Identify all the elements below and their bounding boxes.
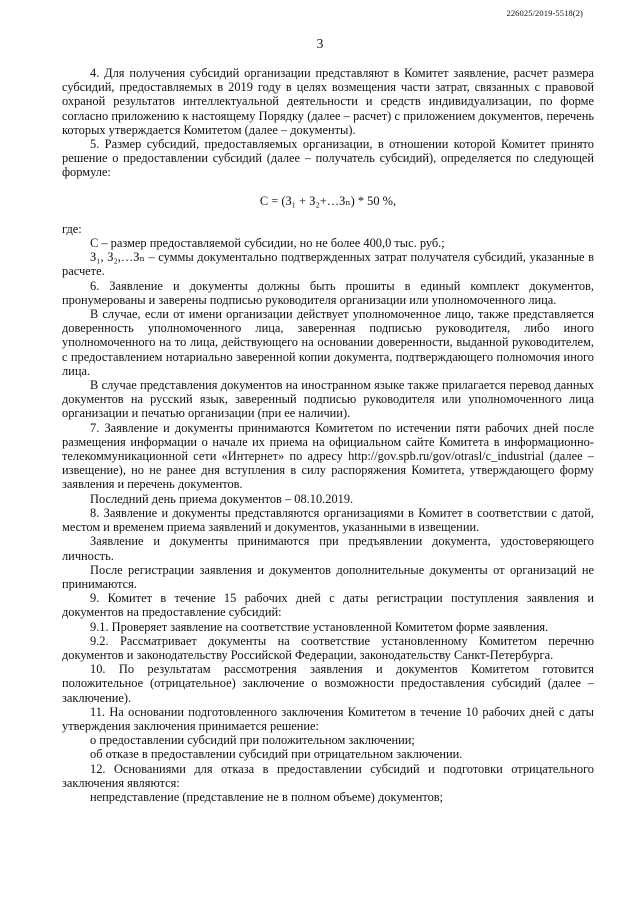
paragraph: В случае представления документов на иностранном языке также прилагается перевод данных документов на русский язык, заверенный подписью руководителя или уполномоченного лица организации и печатью организации (при ее наличии). bbox=[62, 378, 594, 421]
paragraph: З₁, З₂,…Зₙ – суммы документально подтвержденных затрат получателя субсидий, указанные в расчете. bbox=[62, 250, 594, 279]
paragraph: 4. Для получения субсидий организации представляют в Комитет заявление, расчет размера субсидий, предоставляемых в 2019 году в целях возмещения части затрат, связанных с правовой охраной результатов интеллектуальной деятельности и средств индивидуализации, по форме согласно приложению к настоящему Порядку (далее – расчет) с приложением документов, перечень которых утверждается Комитетом (далее – документы). bbox=[62, 66, 594, 137]
paragraph: 11. На основании подготовленного заключения Комитетом в течение 10 рабочих дней с даты утверждения заключения принимается решение: bbox=[62, 704, 594, 733]
paragraph: 10. По результатам рассмотрения заявления и документов Комитетом готовится положительное (отрицательное) заключение о возможности предоставления субсидий (далее – заключение). bbox=[62, 662, 594, 705]
formula: С = (З₁ + З₂+…Зₙ) * 50 %, bbox=[259, 193, 397, 208]
paragraph: После регистрации заявления и документов дополнительные документы от организаций не принимаются. bbox=[62, 562, 594, 591]
paragraph: Заявление и документы принимаются при предъявлении документа, удостоверяющего личность. bbox=[62, 534, 594, 563]
paragraph: 7. Заявление и документы принимаются Комитетом по истечении пяти рабочих дней после размещения информации о начале их приема на официальном сайте Комитета в информационно-телекоммуникационной сети «Интернет» по адресу http://gov.spb.ru/gov/otrasl/c_industrial (далее – извещение), но не ранее дня вступления в силу распоряжения Комитета, утверждающего форму заявления и перечень документов. bbox=[62, 420, 594, 492]
paragraph: Последний день приема документов – 08.10.2019. bbox=[90, 491, 354, 506]
document-body bbox=[62, 66, 594, 804]
paragraph: С – размер предоставляемой субсидии, но не более 400,0 тыс. руб.; bbox=[90, 236, 445, 251]
paragraph: непредставление (представление не в полном объеме) документов; bbox=[90, 789, 444, 804]
paragraph: 8. Заявление и документы представляются организациями в Комитет в соответствии с датой, местом и временем приема заявлений и документов, указанными в извещении. bbox=[62, 505, 594, 535]
paragraph: 9.1. Проверяет заявление на соответствие установленной Комитетом форме заявления. bbox=[90, 619, 549, 634]
paragraph: об отказе в предоставлении субсидий при отрицательном заключении. bbox=[90, 747, 463, 762]
paragraph: 9.2. Рассматривает документы на соответствие установленному Комитетом перечню документов и законодательству Российской Федерации, законодательству Санкт-Петербурга. bbox=[62, 633, 594, 662]
registration-number: 226025/2019-5518(2) bbox=[506, 8, 583, 18]
page-number: 3 bbox=[316, 36, 324, 51]
paragraph: о предоставлении субсидий при положительном заключении; bbox=[90, 733, 415, 748]
paragraph: 5. Размер субсидий, предоставляемых организации, в отношении которой Комитет принято решение о предоставлении субсидий (далее – получатель субсидий), определяется по следующей формуле: bbox=[62, 137, 594, 180]
paragraph: где: bbox=[62, 221, 82, 236]
paragraph: 9. Комитет в течение 15 рабочих дней с даты регистрации поступления заявления и документов на предоставление субсидий: bbox=[62, 591, 594, 620]
paragraph: 6. Заявление и документы должны быть прошиты в единый комплект документов, пронумерованы и заверены подписью руководителя организации или уполномоченного лица. bbox=[62, 278, 594, 307]
paragraph: В случае, если от имени организации действует уполномоченное лицо, также представляется доверенность уполномоченного лица, заверенная подписью руководителя, либо иного уполномоченного на то лица, действующего на основании доверенности, выданной руководителем, с предоставлением нотариально заверенной копии документа, подтверждающего полномочия иного лица. bbox=[62, 307, 594, 378]
paragraph: 12. Основаниями для отказа в предоставлении субсидий и подготовки отрицательного заключения являются: bbox=[62, 761, 594, 790]
